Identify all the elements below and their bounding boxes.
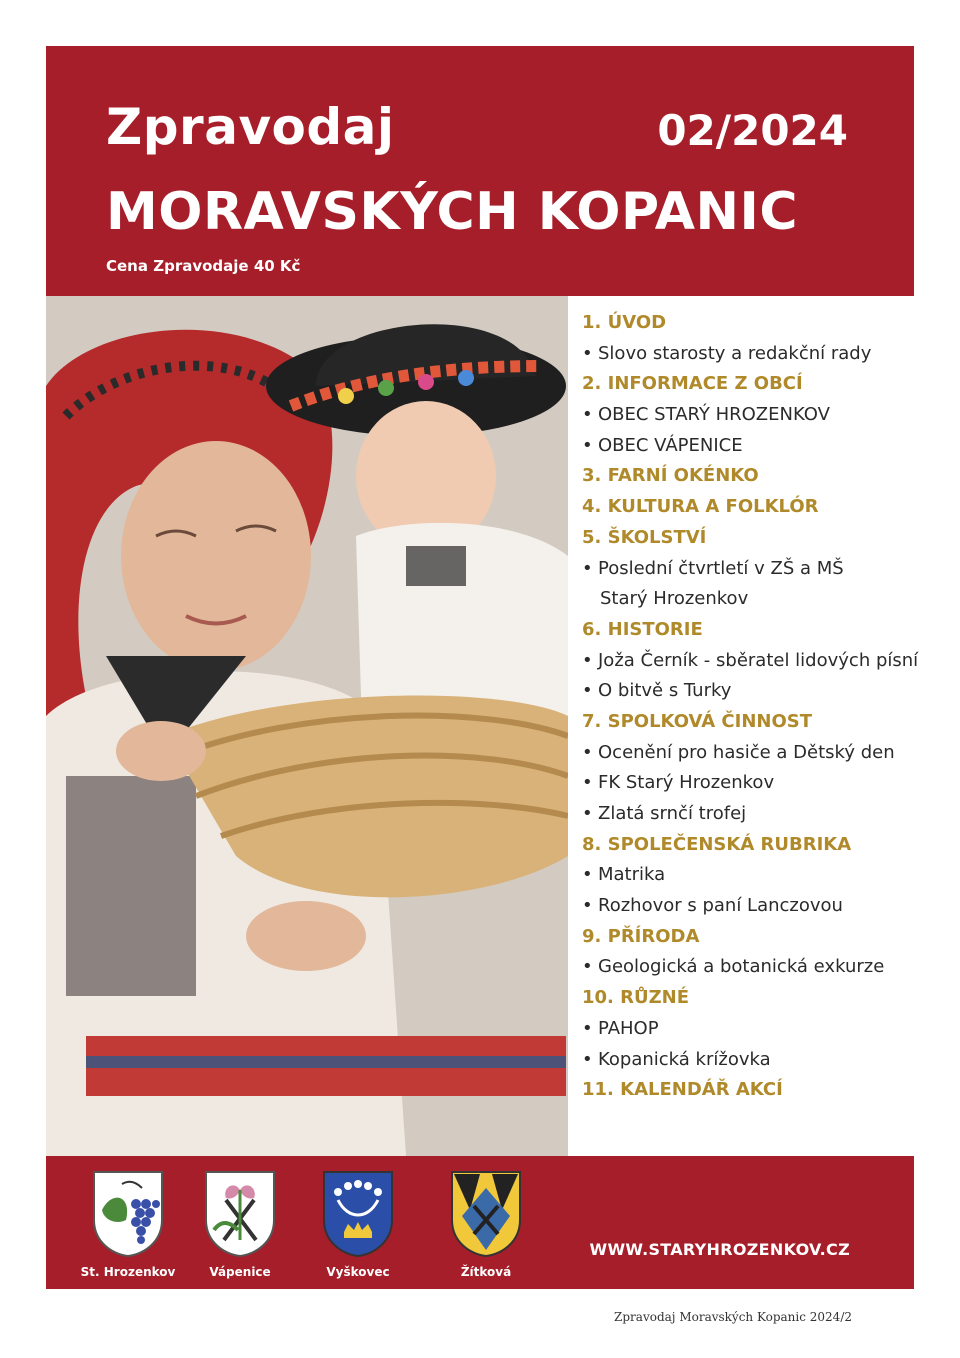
- crest-label-vyskovec: Vyškovec: [326, 1265, 390, 1279]
- price-label: Cena Zpravodaje 40 Kč: [106, 257, 301, 275]
- crown-crest-icon: [322, 1170, 394, 1258]
- bullet-icon: •: [582, 649, 593, 671]
- toc-list-item: [582, 339, 922, 370]
- toc-list-item-label: Matrika: [598, 864, 666, 886]
- masthead: [46, 46, 914, 296]
- toc-list-item: [582, 768, 922, 799]
- cover-photo-illustration: [46, 296, 568, 1156]
- toc-list-item-label: Rozhovor s paní Lanczovou: [598, 895, 843, 917]
- toc-list-item: [582, 799, 922, 830]
- toc-section-heading: 9. PŘÍRODA: [582, 925, 700, 947]
- bullet-icon: •: [582, 895, 593, 917]
- crest-label-vapenice: Vápenice: [209, 1265, 271, 1279]
- masthead-subtitle: MORAVSKÝCH KOPANIC: [106, 182, 799, 242]
- bullet-icon: •: [582, 434, 593, 456]
- toc-list-item-label: O bitvě s Turky: [598, 680, 732, 702]
- toc-list-item-label: Zlatá srnčí trofej: [598, 803, 747, 824]
- bullet-icon: •: [582, 1017, 593, 1039]
- bullet-icon: •: [582, 404, 593, 426]
- toc-list-item-continuation: Starý Hrozenkov: [600, 588, 749, 610]
- toc-list-item: [582, 554, 922, 585]
- toc-section-heading: 1. ÚVOD: [582, 312, 667, 333]
- grapes-crest-icon: [92, 1170, 164, 1258]
- cover-photo: [46, 296, 568, 1156]
- toc-list-item-label: FK Starý Hrozenkov: [598, 772, 775, 794]
- toc-section-heading: 2. INFORMACE Z OBCÍ: [582, 373, 803, 395]
- bullet-icon: •: [582, 864, 593, 886]
- crest-label-st-hrozenkov: St. Hrozenkov: [80, 1265, 176, 1279]
- toc-section-heading: 4. KULTURA A FOLKLÓR: [582, 496, 819, 518]
- bullet-icon: •: [582, 1048, 593, 1070]
- toc-section-heading: 8. SPOLEČENSKÁ RUBRIKA: [582, 833, 852, 855]
- footer-band: [46, 1156, 914, 1289]
- bullet-icon: •: [582, 557, 593, 579]
- toc-list-item: [582, 738, 922, 769]
- crest-label-zitkova: Žítková: [460, 1265, 512, 1279]
- bullet-icon: •: [582, 772, 593, 794]
- toc-list-item-label: OBEC STARÝ HROZENKOV: [598, 404, 830, 426]
- eagles-crest-icon: [450, 1170, 522, 1258]
- toc-list-item-label: Poslední čtvrtletí v ZŠ a MŠ: [598, 557, 844, 579]
- toc-list-item: [582, 676, 922, 707]
- bullet-icon: •: [582, 803, 593, 824]
- toc-list-item-label: Geologická a botanická exkurze: [598, 956, 885, 978]
- bullet-icon: •: [582, 741, 593, 763]
- toc-section-heading: 5. ŠKOLSTVÍ: [582, 526, 707, 548]
- page-footer: Zpravodaj Moravských Kopanic 2024/2: [614, 1310, 852, 1324]
- toc-section-heading: 3. FARNÍ OKÉNKO: [582, 465, 759, 487]
- toc-list-item: [582, 1014, 922, 1045]
- toc-section-heading: 11. KALENDÁŘ AKCÍ: [582, 1079, 783, 1101]
- toc-list-item-label: Joža Černík - sběratel lidových písní: [598, 649, 919, 671]
- bullet-icon: •: [582, 956, 593, 978]
- bullet-icon: •: [582, 680, 593, 702]
- table-of-contents: [582, 308, 922, 1106]
- toc-section-heading: 10. RŮZNÉ: [582, 987, 690, 1009]
- toc-list-item-label: Ocenění pro hasiče a Dětský den: [598, 741, 895, 763]
- toc-list-item-label: OBEC VÁPENICE: [598, 434, 743, 456]
- toc-section-heading: 6. HISTORIE: [582, 618, 703, 640]
- toc-list-item: [582, 431, 922, 462]
- lilies-crest-icon: [204, 1170, 276, 1258]
- masthead-title: Zpravodaj: [106, 98, 395, 156]
- toc-list-item: [582, 891, 922, 922]
- website-link[interactable]: WWW.STARYHROZENKOV.CZ: [589, 1240, 850, 1259]
- toc-section-heading: 7. SPOLKOVÁ ČINNOST: [582, 710, 813, 732]
- toc-list-item: [582, 646, 922, 677]
- toc-list-item: [582, 860, 922, 891]
- bullet-icon: •: [582, 342, 593, 364]
- toc-list-item-label: Slovo starosty a redakční rady: [598, 342, 872, 364]
- toc-list-item: [582, 952, 922, 983]
- toc-list-item: [582, 400, 922, 431]
- issue-number: 02/2024: [657, 106, 848, 155]
- toc-list-item: [582, 1045, 922, 1076]
- toc-list-item-label: Kopanická krížovka: [598, 1048, 771, 1070]
- toc-list-item-label: PAHOP: [598, 1017, 659, 1039]
